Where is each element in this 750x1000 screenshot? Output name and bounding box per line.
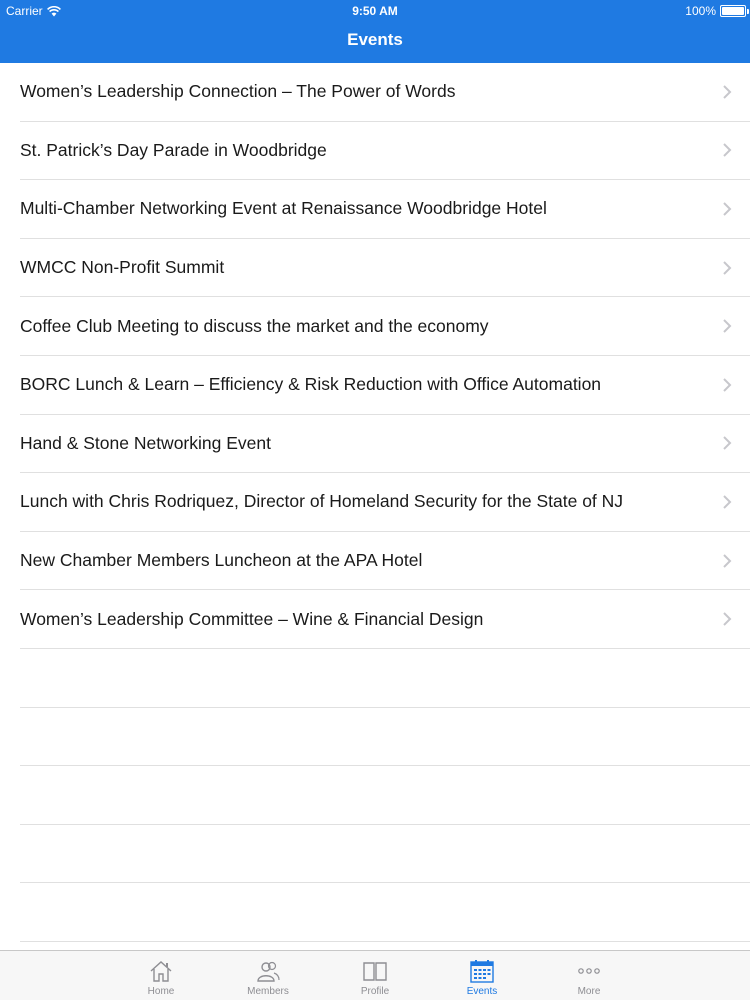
book-icon [362,958,388,984]
empty-row [20,883,750,942]
event-title: Lunch with Chris Rodriquez, Director of Homeland Security for the State of NJ [20,491,624,512]
event-title: Hand & Stone Networking Event [20,432,271,453]
event-row[interactable] [20,297,750,356]
page-title: Events [347,30,403,49]
event-title: New Chamber Members Luncheon at the APA Hotel [20,550,423,571]
event-title: St. Patrick’s Day Parade in Woodbridge [20,139,327,160]
event-title: Women’s Leadership Committee – Wine & Financial Design [20,608,484,629]
chevron-right-icon [722,318,732,334]
tab-events[interactable] [429,951,536,1000]
battery-indicator [685,4,746,18]
event-title: WMCC Non-Profit Summit [20,257,225,278]
tab-profile[interactable] [322,951,429,1000]
event-title: Coffee Club Meeting to discuss the market and the economy [20,315,489,336]
chevron-right-icon [722,142,732,158]
tab-members[interactable] [215,951,322,1000]
event-title: Multi-Chamber Networking Event at Renaissance Woodbridge Hotel [20,198,547,219]
carrier-label: Carrier [6,4,43,18]
event-row[interactable] [20,473,750,532]
event-row[interactable] [20,590,750,649]
chevron-right-icon [722,553,732,569]
clock: 9:50 AM [352,4,398,18]
tab-label: Profile [360,986,390,997]
members-icon [255,958,281,984]
home-icon [148,958,174,984]
battery-percent: 100% [685,4,716,18]
tab-label: Events [466,986,498,997]
empty-row [20,825,750,884]
event-row[interactable] [20,239,750,298]
more-dots-icon [576,958,602,984]
event-row[interactable] [20,356,750,415]
event-row[interactable] [20,532,750,591]
chevron-right-icon [722,260,732,276]
tab-home[interactable] [108,951,215,1000]
event-row[interactable] [20,122,750,181]
calendar-icon [469,958,495,984]
tab-more[interactable] [536,951,643,1000]
tab-bar [0,950,750,1000]
battery-icon [720,5,746,17]
event-title: BORC Lunch & Learn – Efficiency & Risk Reduction with Office Automation [20,374,602,395]
chevron-right-icon [722,201,732,217]
empty-row [20,649,750,708]
chevron-right-icon [722,611,732,627]
chevron-right-icon [722,435,732,451]
tab-label: Members [247,986,289,997]
empty-row [20,766,750,825]
navigation-bar [0,0,750,63]
chevron-right-icon [722,84,732,100]
event-title: Women’s Leadership Connection – The Power of Words [20,81,456,102]
chevron-right-icon [722,377,732,393]
event-row[interactable] [20,180,750,239]
events-list [0,63,750,942]
tab-label: Home [147,986,175,997]
status-bar [0,0,750,22]
event-row[interactable] [20,63,750,122]
event-row[interactable] [20,415,750,474]
empty-row [20,708,750,767]
tab-label: More [577,986,601,997]
chevron-right-icon [722,494,732,510]
